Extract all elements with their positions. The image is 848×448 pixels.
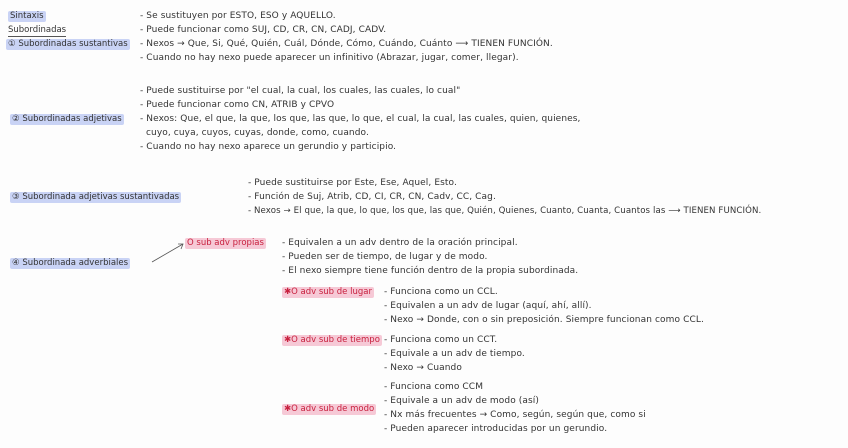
lugar-label: ✱O adv sub de lugar: [284, 287, 372, 297]
lugar-line: - Equivalen a un adv de lugar (aquí, ahí, allí).: [384, 301, 592, 311]
propias-label: O sub adv propias: [187, 238, 264, 248]
modo-line: - Funciona como CCM: [384, 382, 484, 392]
modo-label: ✱O adv sub de modo: [284, 404, 375, 414]
section-3-line: - Puede sustituirse por Este, Ese, Aquel, Esto.: [248, 178, 457, 188]
page-subtitle: Subordinadas: [8, 25, 67, 35]
tiempo-line: - Funciona como un CCT.: [384, 335, 498, 345]
section-3-line: - Función de Suj, Atrib, CD, CI, CR, CN, Cadv, CC, Cag.: [248, 192, 496, 202]
tiempo-line: - Equivale a un adv de tiempo.: [384, 349, 525, 359]
section-2-line: cuyo, cuya, cuyos, cuyas, donde, como, cuando.: [146, 128, 369, 138]
section-1-line: - Puede funcionar como SUJ, CD, CR, CN, CADJ, CADV.: [140, 25, 387, 35]
tiempo-line: - Nexo → Cuando: [384, 363, 462, 373]
propias-line: - Pueden ser de tiempo, de lugar y de modo.: [282, 252, 488, 262]
section-2-label: ② Subordinadas adjetivas: [12, 114, 122, 124]
section-3-label: ③ Subordinada adjetivas sustantivadas: [12, 192, 180, 202]
section-1-line: - Se sustituyen por ESTO, ESO y AQUELLO.: [140, 11, 336, 21]
section-3-line: - Nexos → El que, la que, lo que, los que, las que, Quién, Quienes, Cuanto, Cuanta, Cuantos las ⟶ TIENEN FUNCIÓN.: [248, 206, 762, 216]
section-4-label: ④ Subordinada adverbiales: [12, 258, 129, 268]
section-1-line: - Nexos → Que, Si, Qué, Quién, Cuál, Dónde, Cómo, Cuándo, Cuánto ⟶ TIENEN FUNCIÓN.: [140, 39, 553, 49]
section-2-line: - Nexos: Que, el que, la que, los que, las que, lo que, el cual, la cual, las cuales, quien, quienes,: [140, 114, 581, 124]
propias-line: - Equivalen a un adv dentro de la oración principal.: [282, 238, 518, 248]
section-2-line: - Puede sustituirse por "el cual, la cual, los cuales, las cuales, lo cual": [140, 86, 461, 96]
section-1-line: - Cuando no hay nexo puede aparecer un infinitivo (Abrazar, jugar, comer, llegar).: [140, 53, 519, 63]
propias-line: - El nexo siempre tiene función dentro de la propia subordinada.: [282, 266, 579, 276]
modo-line: - Pueden aparecer introducidas por un gerundio.: [384, 424, 608, 434]
tiempo-label: ✱O adv sub de tiempo: [284, 335, 380, 345]
lugar-line: - Funciona como un CCL.: [384, 287, 498, 297]
modo-line: - Equivale a un adv de modo (así): [384, 396, 540, 406]
section-2-line: - Puede funcionar como CN, ATRIB y CPVO: [140, 100, 335, 110]
section-2-line: - Cuando no hay nexo aparece un gerundio y participio.: [140, 142, 397, 152]
page-title: Sintaxis: [10, 11, 44, 21]
section-1-label: ① Subordinadas sustantivas: [8, 39, 128, 49]
lugar-line: - Nexo → Donde, con o sin preposición. Siempre funcionan como CCL.: [384, 315, 704, 325]
modo-line: - Nx más frecuentes → Como, según, según que, como si: [384, 410, 646, 420]
